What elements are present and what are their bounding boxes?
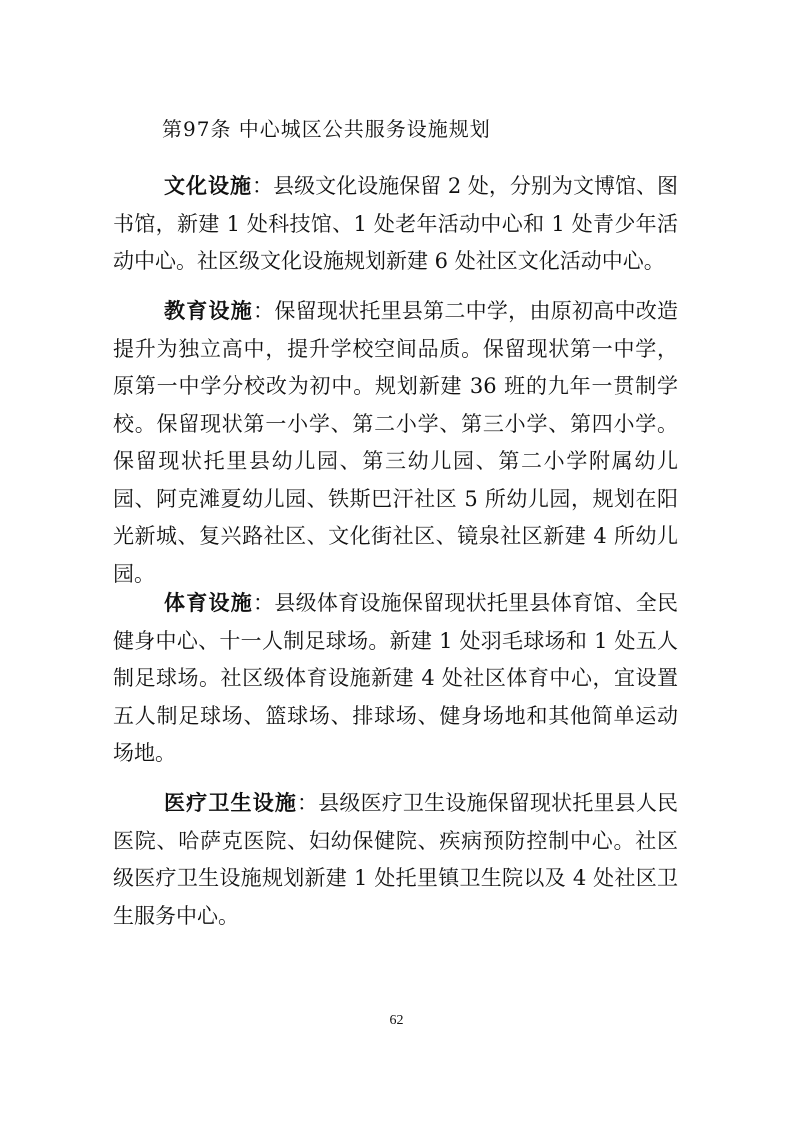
section-body: 保留现状托里县第二中学，由原初高中改造提升为独立高中，提升学校空间品质。保留现状第一中学，原第一中学分校改为初中。规划新建 36 班的九年一贯制学校。保留现状第一小学、第二小学、第三小学、第四小学。保留现状托里县幼儿园、第三幼儿园、第二小学附属幼儿园、阿克滩夏幼儿园、铁斯巴汗社区 5 所幼儿园，规划在阳光新城、复兴路社区、文化街社区、镜泉社区新建 4 所幼儿园。 xyxy=(113,299,679,586)
article-title: 第97条 中心城区公共服务设施规划 xyxy=(162,117,491,141)
section-medical-facilities xyxy=(113,784,678,935)
section-separator: ： xyxy=(297,791,319,815)
section-education-facilities xyxy=(113,292,678,593)
section-separator: ： xyxy=(252,174,274,198)
section-heading: 医疗卫生设施 xyxy=(164,790,298,815)
page-number: 62 xyxy=(389,1013,404,1028)
section-heading: 体育设施 xyxy=(164,590,254,615)
section-body: 县级医疗卫生设施保留现状托里县人民医院、哈萨克医院、妇幼保健院、疾病预防控制中心。社区级医疗卫生设施规划新建 1 处托里镇卫生院以及 4 处社区卫生服务中心。 xyxy=(113,791,679,928)
section-culture-facilities xyxy=(113,167,678,281)
section-body: 县级体育设施保留现状托里县体育馆、全民健身中心、十一人制足球场。新建 1 处羽毛球场和 1 处五人制足球场。社区级体育设施新建 4 处社区体育中心，宜设置五人制足球场、篮球场、排球场、健身场地和其他简单运动场地。 xyxy=(113,591,679,765)
section-separator: ： xyxy=(253,299,275,323)
section-separator: ： xyxy=(253,591,275,615)
section-heading: 教育设施 xyxy=(164,298,254,323)
section-body: 县级文化设施保留 2 处，分别为文博馆、图书馆，新建 1 处科技馆、1 处老年活动中心和 1 处青少年活动中心。社区级文化设施规划新建 6 处社区文化活动中心。 xyxy=(113,174,678,273)
section-heading: 文化设施 xyxy=(164,173,253,198)
section-sports-facilities xyxy=(113,584,678,773)
